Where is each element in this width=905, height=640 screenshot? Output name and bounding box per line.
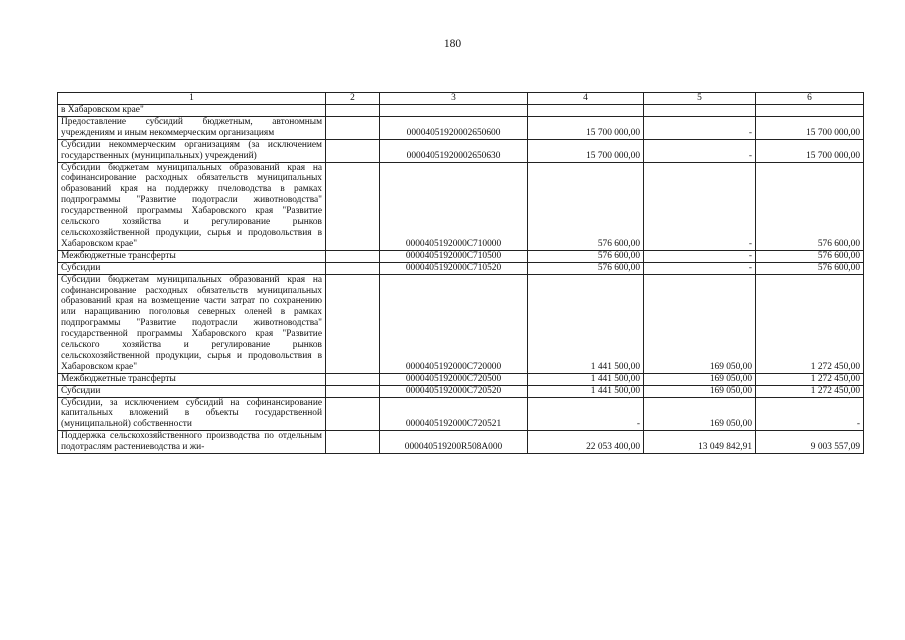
row-value-col4: 22 053 400,00 [528, 431, 644, 454]
row-value-col4: 15 700 000,00 [528, 139, 644, 162]
row-value-col6: 15 700 000,00 [756, 139, 864, 162]
row-value-col6: 9 003 557,09 [756, 431, 864, 454]
row-value-col5: - [644, 116, 756, 139]
page-number: 180 [443, 38, 462, 50]
row-value-col5: 169 050,00 [644, 397, 756, 431]
row-value-col6: 1 272 450,00 [756, 385, 864, 397]
row-value-col4: 576 600,00 [528, 162, 644, 250]
row-name-cell: Субсидии [58, 262, 326, 274]
row-col2-cell [326, 373, 380, 385]
row-col2-cell [326, 262, 380, 274]
row-code-cell: 0000405192000C710500 [380, 250, 528, 262]
row-code-cell: 0000405192000C720000 [380, 274, 528, 373]
row-value-col4 [528, 105, 644, 117]
row-name-cell: Субсидии бюджетам муниципальных образований края на софинансирование расходных обязательств муниципальных образований края на поддержку пчеловодства в рамках подпрограммы "Развитие подотрасли животноводства" государственной программы Хабаровского края "Развитие сельского хозяйства и регулирование рынков сельскохозяйственной продукции, сырья и продовольствия в Хабаровском крае" [58, 162, 326, 250]
table-row [58, 262, 864, 274]
row-value-col5: - [644, 262, 756, 274]
table-body [58, 105, 864, 454]
row-name-cell: Субсидии бюджетам муниципальных образований края на софинансирование расходных обязательств муниципальных образований края на возмещение части затрат по сохранению или наращиванию поголовья северных оленей в рамках подпрограммы "Развитие подотрасли животноводства" государственной программы Хабаровского края "Развитие сельского хозяйства и регулирование рынков сельскохозяйственной продукции, сырья и продовольствия в Хабаровском крае" [58, 274, 326, 373]
row-value-col5: - [644, 139, 756, 162]
table-row [58, 139, 864, 162]
table-row [58, 274, 864, 373]
row-code-cell: 000040519200R508A000 [380, 431, 528, 454]
row-col2-cell [326, 431, 380, 454]
table-header-row [58, 93, 864, 105]
row-code-cell [380, 105, 528, 117]
row-value-col6: 1 272 450,00 [756, 373, 864, 385]
row-value-col5: - [644, 250, 756, 262]
row-value-col5: - [644, 162, 756, 250]
table-row [58, 431, 864, 454]
row-col2-cell [326, 139, 380, 162]
row-value-col6: 576 600,00 [756, 162, 864, 250]
table-row [58, 385, 864, 397]
row-name-cell: Субсидии некоммерческим организациям (за исключением государственных (муниципальных) учреждений) [58, 139, 326, 162]
row-value-col5 [644, 105, 756, 117]
row-col2-cell [326, 274, 380, 373]
row-value-col6: 1 272 450,00 [756, 274, 864, 373]
table-row [58, 105, 864, 117]
row-value-col4: 576 600,00 [528, 262, 644, 274]
row-value-col6: 15 700 000,00 [756, 116, 864, 139]
column-header: 2 [326, 93, 380, 105]
row-value-col6: 576 600,00 [756, 250, 864, 262]
table-row [58, 250, 864, 262]
row-name-cell: Межбюджетные трансферты [58, 250, 326, 262]
row-col2-cell [326, 385, 380, 397]
row-name-cell: в Хабаровском крае" [58, 105, 326, 117]
table-row [58, 397, 864, 431]
row-value-col6: 576 600,00 [756, 262, 864, 274]
row-col2-cell [326, 397, 380, 431]
row-col2-cell [326, 105, 380, 117]
row-value-col4: 1 441 500,00 [528, 373, 644, 385]
budget-table [57, 92, 864, 454]
row-col2-cell [326, 250, 380, 262]
row-value-col5: 169 050,00 [644, 373, 756, 385]
row-col2-cell [326, 162, 380, 250]
row-code-cell: 0000405192000C720521 [380, 397, 528, 431]
row-name-cell: Субсидии, за исключением субсидий на софинансирование капитальных вложений в объекты государственной (муниципальной) собственности [58, 397, 326, 431]
row-col2-cell [326, 116, 380, 139]
row-code-cell: 00004051920002650630 [380, 139, 528, 162]
table-row [58, 162, 864, 250]
row-name-cell: Поддержка сельскохозяйственного производства по отдельным подотраслям растениеводства и жи- [58, 431, 326, 454]
row-value-col4: 576 600,00 [528, 250, 644, 262]
row-code-cell: 0000405192000C720520 [380, 385, 528, 397]
column-header: 4 [528, 93, 644, 105]
row-code-cell: 0000405192000C710520 [380, 262, 528, 274]
table-row [58, 373, 864, 385]
row-name-cell: Предоставление субсидий бюджетным, автономным учреждениям и иным некоммерческим организациям [58, 116, 326, 139]
row-name-cell: Межбюджетные трансферты [58, 373, 326, 385]
row-code-cell: 0000405192000C710000 [380, 162, 528, 250]
column-header: 3 [380, 93, 528, 105]
row-value-col6: - [756, 397, 864, 431]
row-value-col4: - [528, 397, 644, 431]
row-value-col4: 1 441 500,00 [528, 385, 644, 397]
row-value-col5: 169 050,00 [644, 274, 756, 373]
row-value-col4: 1 441 500,00 [528, 274, 644, 373]
row-name-cell: Субсидии [58, 385, 326, 397]
row-value-col5: 13 049 842,91 [644, 431, 756, 454]
row-value-col5: 169 050,00 [644, 385, 756, 397]
row-code-cell: 0000405192000C720500 [380, 373, 528, 385]
table-row [58, 116, 864, 139]
column-header: 6 [756, 93, 864, 105]
row-value-col6 [756, 105, 864, 117]
row-value-col4: 15 700 000,00 [528, 116, 644, 139]
column-header: 5 [644, 93, 756, 105]
row-code-cell: 0000405192000265060​0 [380, 116, 528, 139]
column-header: 1 [58, 93, 326, 105]
